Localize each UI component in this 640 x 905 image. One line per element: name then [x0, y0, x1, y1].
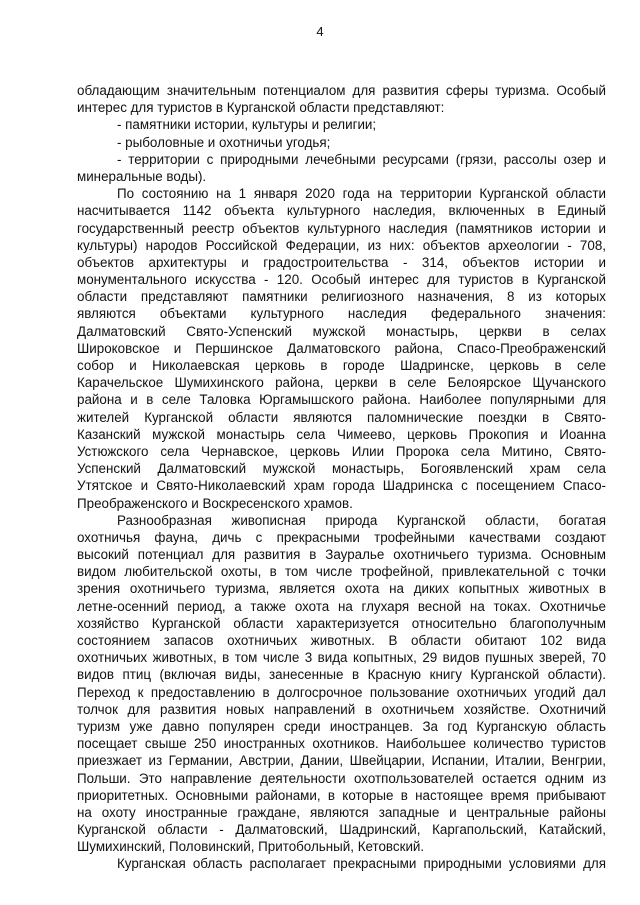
text-line: Широковское и Першинское Далматовского района, Спасо-Преображенский	[77, 340, 606, 356]
bullet-item: - рыболовные и охотничьи угодья;	[117, 134, 331, 150]
text-line: приезжает из Германии, Австрии, Дании, Швейцарии, Испании, Италии, Венгрии,	[77, 753, 606, 769]
bullet-item: - памятники истории, культуры и религии;	[117, 117, 377, 133]
text-line: высокий потенциал для развития в Зауралье охотничьего туризма. Основным	[77, 547, 606, 563]
text-line: Казанский мужской монастырь села Чимеево, церковь Прокопия и Иоанна	[77, 426, 606, 442]
text-line: объектов архитектуры и градостроительства - 314, объектов истории и	[77, 254, 606, 270]
text-line: приоритетных. Основными районами, в которые в настоящее время прибывают	[77, 787, 606, 803]
text-line: на охоту иностранные граждане, являются западные и центральные районы	[77, 804, 606, 820]
page-number: 4	[316, 24, 324, 39]
text-line: обладающим значительным потенциалом для развития сферы туризма. Особый	[77, 83, 606, 98]
text-line: Польши. Это направление деятельности охотпользователей остается одним из	[77, 770, 606, 786]
text-line: насчитывается 1142 объекта культурного наследия, включенных в Единый	[77, 203, 606, 219]
text-line: собор и Николаевская церковь в городе Шадринске, церковь в селе	[77, 358, 606, 373]
paragraph-first-line: Курганская область располагает прекрасными природными условиями для	[117, 856, 606, 872]
text-line: Успенский Далматовский мужской монастырь, Богоявленский храм села	[77, 461, 606, 477]
text-line: жителей Курганской области являются паломнические поездки в Свято-	[77, 409, 606, 425]
text-line: Карачельское Шумихинского района, церкви в селе Белоярское Щучанского	[77, 375, 606, 391]
text-line: охотничьих животных, в том числе 3 вида копытных, 29 видов пушных зверей, 70	[77, 650, 606, 666]
text-line: культуры) народов Российской Федерации, из них: объектов археологии - 708,	[77, 237, 606, 253]
text-line: Шумихинский, Половинский, Притобольный, Кетовский.	[77, 839, 425, 855]
text-line: района и в селе Таловка Юргамышского района. Наиболее популярными для	[77, 392, 606, 408]
text-line: туризм уже давно популярен среди иностранцев. За год Курганскую область	[77, 718, 606, 734]
text-line: охотничья фауна, дичь с прекрасными трофейными качествами создают	[77, 529, 606, 545]
text-line: Далматовский Свято-Успенский мужской монастырь, церкви в селах	[77, 323, 606, 339]
text-line: Устюжского села Чернавское, церковь Илии Пророка села Митино, Свято-	[77, 443, 606, 459]
text-line: области представляют памятники религиозного назначения, 8 из которых	[77, 289, 606, 305]
text-line: интерес для туристов в Курганской области представляют:	[77, 100, 445, 116]
paragraph-first-line: По состоянию на 1 января 2020 года на территории Курганской области	[117, 186, 606, 202]
paragraph-first-line: Разнообразная живописная природа Курганской области, богатая	[117, 512, 606, 528]
document-body	[77, 82, 606, 873]
text-line: летне-осенний период, а также охота на глухаря весной на токах. Охотничье	[77, 598, 606, 614]
text-line: толчок для развития новых направлений в охотничьем хозяйстве. Охотничий	[77, 701, 606, 717]
text-line: видов птиц (включая виды, занесенные в Красную книгу Курганской области).	[77, 667, 606, 683]
text-line: минеральные воды).	[77, 168, 207, 184]
text-line: состоянием запасов охотничьих животных. В области обитают 102 вида	[77, 633, 606, 648]
text-line: являются объектами культурного наследия федерального значения:	[77, 306, 606, 322]
text-line: Утятское и Свято-Николаевский храм города Шадринска с посещением Спасо-	[77, 478, 606, 494]
text-line: посещает свыше 250 иностранных охотников. Наибольшее количество туристов	[77, 736, 606, 752]
text-line: хозяйство Курганской области характеризуется относительно благополучным	[77, 615, 606, 631]
bullet-item: - территории с природными лечебными ресурсами (грязи, рассолы озер и	[117, 151, 606, 167]
text-line: монументального искусства - 120. Особый интерес для туристов в Курганской	[77, 272, 606, 288]
text-line: видом любительской охоты, в том числе трофейной, привлекательной с точки	[77, 564, 606, 580]
text-line: государственный реестр объектов культурного наследия (памятников истории и	[77, 220, 606, 236]
text-line: зрения охотничьего туризма, является охота на диких копытных животных в	[77, 581, 606, 597]
text-line: Переход к предоставлению в долгосрочное пользование охотничьих угодий дал	[77, 684, 606, 700]
text-line: Преображенского и Воскресенского храмов.	[77, 495, 353, 511]
text-line: Курганской области - Далматовский, Шадринский, Каргапольский, Катайский,	[77, 822, 606, 838]
